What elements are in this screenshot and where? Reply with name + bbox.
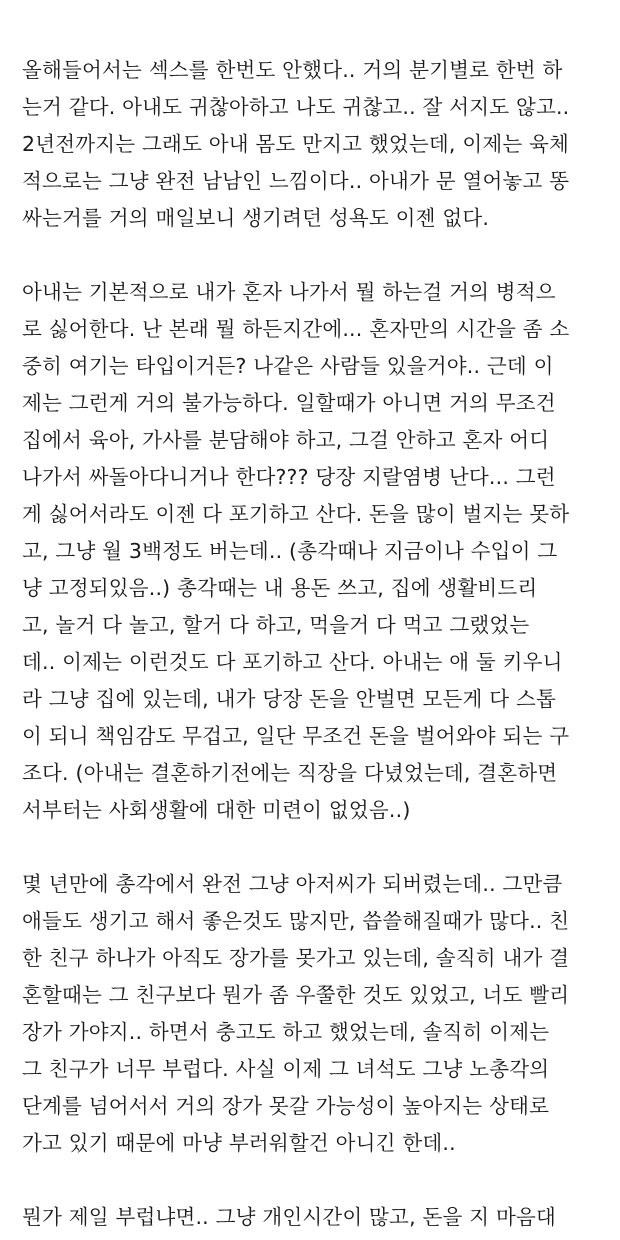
text-line: 데.. 이제는 이런것도 다 포기하고 산다. 아내는 애 둘 키우니: [22, 650, 563, 674]
text-line: 제는 그런게 거의 불가능하다. 일할때가 아니면 거의 무조건: [22, 391, 556, 415]
text-line: 2년전까지는 그래도 아내 몸도 만지고 했었는데, 이제는 육체: [22, 132, 570, 156]
text-line: 중히 여기는 타입이거든? 나같은 사람들 있을거야.. 근데 이: [22, 354, 554, 378]
text-line: 나가서 싸돌아다니거나 한다??? 당장 지랄염병 난다... 그런: [22, 465, 556, 489]
paragraph-2: [22, 274, 604, 829]
text-line: 는거 같다. 아내도 귀찮아하고 나도 귀찮고.. 잘 서지도 않고..: [22, 95, 570, 119]
text-line: 서부터는 사회생활에 대한 미련이 없었음..): [22, 798, 411, 822]
paragraph-4: [22, 1199, 604, 1236]
text-line: 고, 놀거 다 놀고, 할거 다 하고, 먹을거 다 먹고 그랬었는: [22, 613, 530, 637]
text-line: 라 그냥 집에 있는데, 내가 당장 돈을 안벌면 모든게 다 스톱: [22, 687, 556, 711]
text-line: 적으로는 그냥 완전 남남인 느낌이다.. 아내가 문 열어놓고 똥: [22, 169, 570, 193]
text-line: 장가 가야지.. 하면서 충고도 하고 했었는데, 솔직히 이제는: [22, 1020, 550, 1044]
paragraph-1: [22, 52, 604, 237]
text-line: 고, 그냥 월 3백정도 버는데.. (총각때나 지금이나 수입이 그: [22, 539, 558, 563]
text-line: 애들도 생기고 해서 좋은것도 많지만, 씁쓸해질때가 많다.. 친: [22, 909, 570, 933]
text-line: 냥 고정되있음..) 총각때는 내 용돈 쓰고, 집에 생활비드리: [22, 576, 538, 600]
text-line: 로 싫어한다. 난 본래 뭘 하든지간에... 혼자만의 시간을 좀 소: [22, 317, 570, 341]
text-line: 뭔가 제일 부럽냐면.. 그냥 개인시간이 많고, 돈을 지 마음대: [22, 1205, 556, 1229]
text-line: 집에서 육아, 가사를 분담해야 하고, 그걸 안하고 혼자 어디: [22, 428, 550, 452]
text-line: 단계를 넘어서서 거의 장가 못갈 가능성이 높아지는 상태로: [22, 1094, 550, 1118]
paragraph-3: [22, 866, 604, 1162]
article-body: [22, 52, 604, 1236]
text-line: 한 친구 하나가 아직도 장가를 못가고 있는데, 솔직히 내가 결: [22, 946, 570, 970]
text-line: 그 친구가 너무 부럽다. 사실 이제 그 녀석도 그냥 노총각의: [22, 1057, 550, 1081]
text-line: 아내는 기본적으로 내가 혼자 나가서 뭘 하는걸 거의 병적으: [22, 280, 556, 304]
text-line: 싸는거를 거의 매일보니 생기려던 성욕도 이젠 없다.: [22, 206, 490, 230]
text-line: 혼할때는 그 친구보다 뭔가 좀 우쭐한 것도 있었고, 너도 빨리: [22, 983, 570, 1007]
text-line: 게 싫어서라도 이젠 다 포기하고 산다. 돈을 많이 벌지는 못하: [22, 502, 570, 526]
text-line: 조다. (아내는 결혼하기전에는 직장을 다녔었는데, 결혼하면: [22, 761, 558, 785]
text-line: 가고 있기 때문에 마냥 부러워할건 아니긴 한데..: [22, 1131, 456, 1155]
text-line: 올해들어서는 섹스를 한번도 안했다.. 거의 분기별로 한번 하: [22, 58, 563, 82]
text-line: 이 되니 책임감도 무겁고, 일단 무조건 돈을 벌어와야 되는 구: [22, 724, 570, 748]
text-line: 몇 년만에 총각에서 완전 그냥 아저씨가 되버렸는데.. 그만큼: [22, 872, 563, 896]
